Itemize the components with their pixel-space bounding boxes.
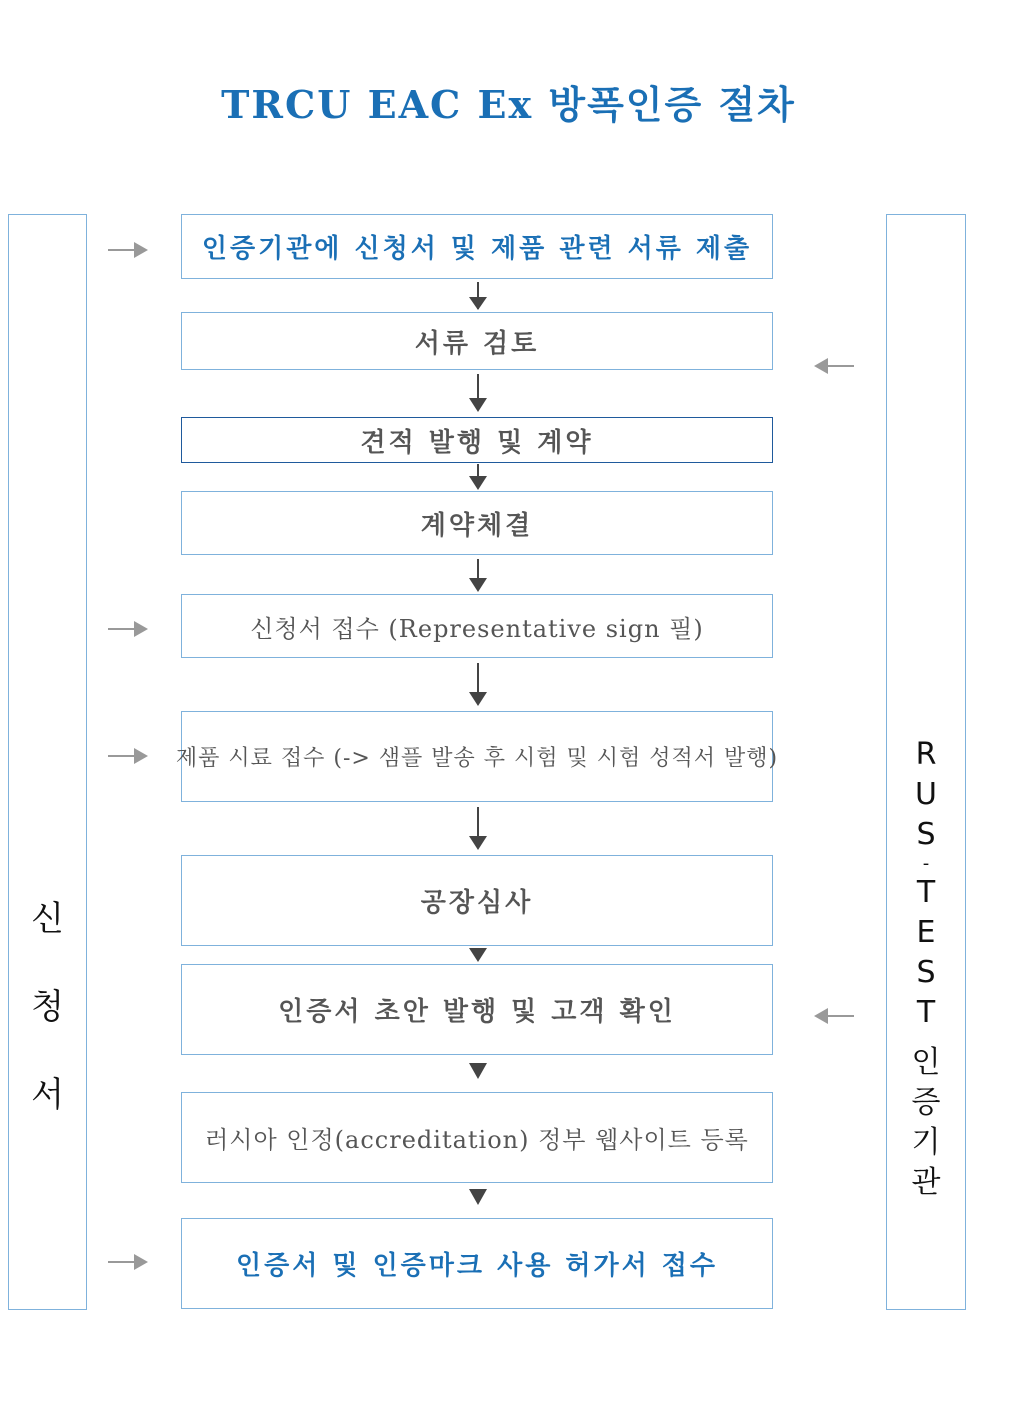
right-arrowhead [134, 242, 148, 258]
down-arrows [469, 282, 487, 1205]
down-arrowhead [469, 398, 487, 412]
step-submit-documents: 인증기관에 신청서 및 제품 관련 서류 제출 [181, 214, 773, 279]
cb-letter-2: U [915, 777, 937, 812]
left-arrowhead [814, 358, 828, 374]
applicant-char-2: 청 [31, 987, 64, 1027]
step-sample-testing: 제품 시료 접수 (-> 샘플 발송 후 시험 및 시험 성적서 발행) [181, 711, 773, 802]
down-arrowhead [469, 836, 487, 850]
step-quote-contract: 견적 발행 및 계약 [181, 417, 773, 463]
step-application-received: 신청서 접수 (Representative sign 필) [181, 594, 773, 658]
cb-letter-1: R [915, 737, 937, 772]
step-receive-certificate: 인증서 및 인증마크 사용 허가서 접수 [181, 1218, 773, 1309]
applicant-char-1: 신 [31, 899, 64, 939]
cb-letter-7: S [916, 955, 936, 990]
down-arrowhead [469, 1063, 487, 1079]
step-draft-certificate: 인증서 초안 발행 및 고객 확인 [181, 964, 773, 1055]
down-arrowhead [469, 1189, 487, 1205]
page-title: TRCU EAC Ex 방폭인증 절차 [221, 82, 796, 127]
applicant-char-3: 서 [31, 1075, 64, 1115]
cb-suffix-1: 인 [911, 1045, 941, 1080]
right-arrowhead [134, 748, 148, 764]
step-factory-audit: 공장심사 [181, 855, 773, 946]
right-arrowhead [134, 1254, 148, 1270]
cb-letter-6: E [916, 915, 936, 950]
cb-letter-8: T [916, 995, 936, 1030]
step-website-registration: 러시아 인정(accreditation) 정부 웹사이트 등록 [181, 1092, 773, 1183]
down-arrowhead [469, 692, 487, 706]
right-arrowhead [134, 621, 148, 637]
side-arrows-left [814, 358, 854, 1024]
down-arrowhead [469, 297, 487, 310]
side-arrows-right [108, 242, 148, 1270]
down-arrowhead [469, 476, 487, 490]
cb-letter-5: T [916, 875, 936, 910]
cb-suffix-3: 기 [911, 1125, 941, 1160]
down-arrowhead [469, 578, 487, 592]
step-document-review: 서류 검토 [181, 312, 773, 370]
cb-suffix-4: 관 [911, 1165, 941, 1200]
down-arrowhead [469, 948, 487, 962]
cb-letter-4: - [922, 853, 930, 874]
step-contract-signed: 계약체결 [181, 491, 773, 555]
cb-suffix-2: 증 [911, 1085, 941, 1120]
left-arrowhead [814, 1008, 828, 1024]
cb-letter-3: S [916, 817, 936, 852]
